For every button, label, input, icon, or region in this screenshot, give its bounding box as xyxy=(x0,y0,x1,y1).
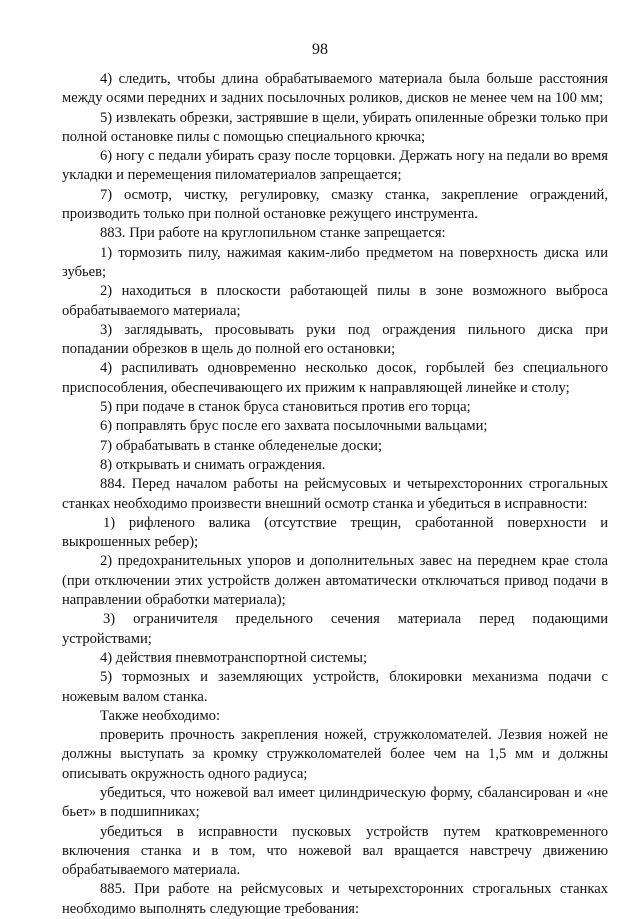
paragraph-check-start-devices: убедиться в исправности пусковых устройств путем кратковременного включения станка и в том, что ножевой вал вращается навстречу движению обрабатываемого материала. xyxy=(62,823,608,879)
paragraph-item-4-length: 4) следить, чтобы длина обрабатываемого материала была больше расстояния между осями передних и задних посылочных роликов, дисков не менее чем на 100 мм; xyxy=(62,71,608,107)
paragraph-clause-885: 885. При работе на рейсмусовых и четырехсторонних строгальных станках необходимо выполнять следующие требования: xyxy=(62,881,608,917)
paragraph-883-item-3: 3) заглядывать, просовывать руки под ограждения пильного диска при попадании обрезков в щель до полной его остановки; xyxy=(62,321,608,358)
paragraph-item-6-pedal: 6) ногу с педали убирать сразу после торцовки. Держать ногу на педали во время укладки и перемещения пиломатериалов запрещается; xyxy=(62,148,608,184)
paragraph-883-item-1: 1) тормозить пилу, нажимая каким-либо предметом на поверхность диска или зубьев; xyxy=(62,244,608,280)
paragraph-883-item-8: 8) открывать и снимать ограждения. xyxy=(100,456,326,473)
page-number: 98 xyxy=(312,41,328,58)
paragraph-item-5-offcuts: 5) извлекать обрезки, застрявшие в щели, убирать опиленные обрезки только при полной остановке пилы с помощью специального крючка; xyxy=(62,109,608,145)
paragraph-check-shaft: убедиться, что ножевой вал имеет цилиндрическую форму, сбалансирован и «не бьет» в подшипниках; xyxy=(62,784,608,821)
paragraph-item-7-maintenance: 7) осмотр, чистку, регулировку, смазку станка, закрепление ограждений, производить только при полной остановке режущего инструмента. xyxy=(62,186,608,223)
paragraph-883-item-7: 7) обрабатывать в станке обледенелые доски; xyxy=(100,437,383,454)
paragraph-also-required: Также необходимо: xyxy=(100,707,221,724)
paragraph-884-item-3: 3) ограничителя предельного сечения материала перед подающими устройствами; xyxy=(62,611,608,647)
paragraph-883-item-4: 4) распиливать одновременно несколько досок, горбылей без специального приспособления, обеспечивающего их прижим к направляющей линейке и столу; xyxy=(62,360,608,396)
paragraph-883-item-2: 2) находиться в плоскости работающей пилы в зоне возможного выброса обрабатываемого материала; xyxy=(62,283,608,319)
paragraph-884-item-2: 2) предохранительных упоров и дополнительных завес на переднем крае стола (при отключении этих устройств должен автоматически отключаться привод подачи в направлении обработки материала); xyxy=(62,553,608,609)
paragraph-883-item-6: 6) поправлять брус после его захвата посылочными вальцами; xyxy=(100,418,488,435)
paragraph-883-item-5: 5) при подаче в станок бруса становиться против его торца; xyxy=(100,399,471,416)
paragraph-clause-884: 884. Перед началом работы на рейсмусовых и четырехсторонних строгальных станках необходимо произвести внешний осмотр станка и убедиться в исправности: xyxy=(62,476,608,512)
paragraph-check-knives: проверить прочность закрепления ножей, стружколомателей. Лезвия ножей не должны выступать за кромку стружколомателей более чем на 1,5 мм и должны описывать окружность одного радиуса; xyxy=(62,727,608,782)
paragraph-884-item-5: 5) тормозных и заземляющих устройств, блокировки механизма подачи с ножевым валом станка. xyxy=(62,669,608,705)
paragraph-884-item-4: 4) действия пневмотранспортной системы; xyxy=(100,649,367,666)
paragraph-clause-883: 883. При работе на круглопильном станке запрещается: xyxy=(100,225,446,242)
body-text xyxy=(62,70,608,919)
paragraph-884-item-1: 1) рифленого валика (отсутствие трещин, сработанной поверхности и выкрошенных ребер); xyxy=(62,514,608,551)
